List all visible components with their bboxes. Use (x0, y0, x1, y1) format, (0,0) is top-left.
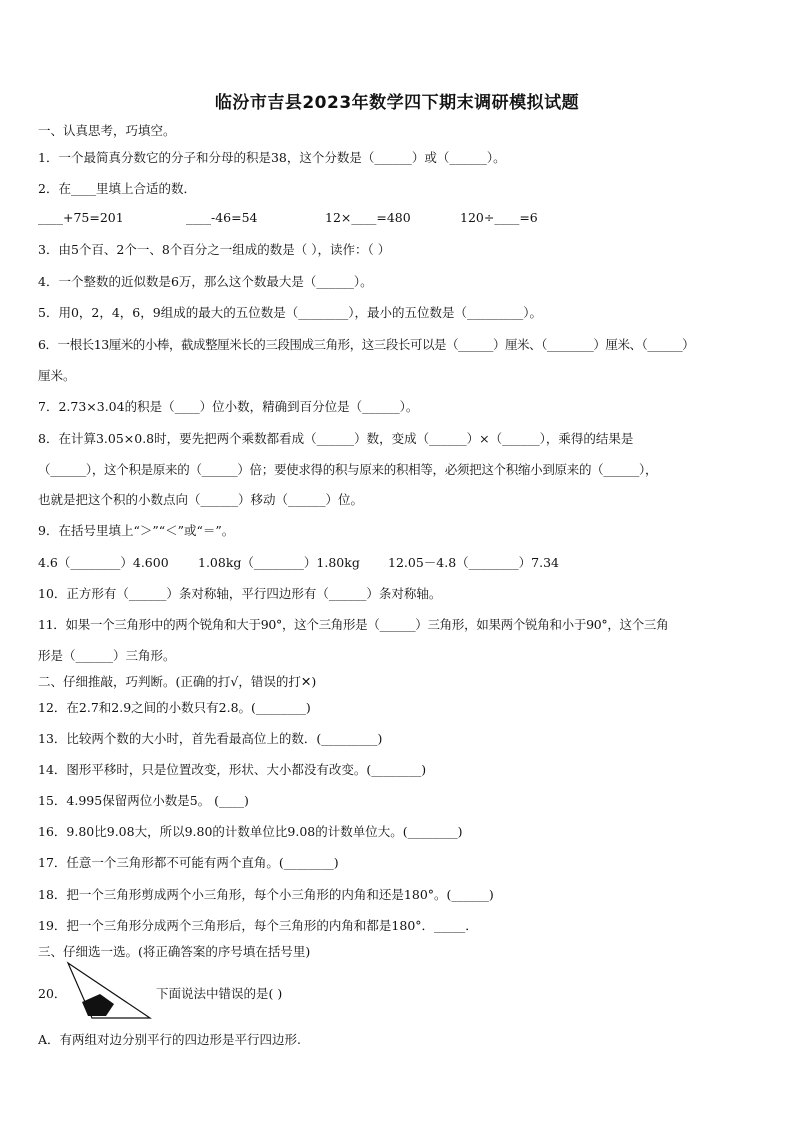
question-4: 4．一个整数的近似数是6万，那么这个数最大是（______）。 (38, 274, 373, 289)
question-2-item-d: 120÷____=6 (460, 210, 538, 225)
section-1-heading: 一、认真思考，巧填空。 (38, 123, 176, 138)
question-6-line-2: 厘米。 (38, 368, 76, 383)
question-9: 9．在括号里填上“＞”“＜”或“＝”。 (38, 523, 235, 538)
question-11-line-2: 形是（______）三角形。 (38, 648, 176, 663)
question-11-line-1: 11．如果一个三角形中的两个锐角和大于90°，这个三角形是（______）三角形，如果两个锐角和小于90°，这个三角 (38, 617, 669, 632)
question-5: 5．用0，2，4，6，9组成的最大的五位数是（________），最小的五位数是（_________）。 (38, 305, 542, 320)
choice-a: A．有两组对边分别平行的四边形是平行四边形. (38, 1032, 302, 1047)
question-12: 12．在2.7和2.9之间的小数只有2.8。(________) (38, 700, 311, 715)
question-14: 14．图形平移时，只是位置改变，形状、大小都没有改变。(________) (38, 762, 427, 777)
page-title: 临汾市吉县2023年数学四下期末调研模拟试题 (214, 93, 580, 113)
section-3-heading: 三、仔细选一选。(将正确答案的序号填在括号里) (38, 944, 311, 959)
question-8-line-3: 也就是把这个积的小数点向（______）移动（______）位。 (38, 492, 364, 507)
question-9-item-b: 1.08kg（________）1.80kg (198, 555, 360, 570)
question-1: 1．一个最简真分数它的分子和分母的积是38，这个分数是（______）或（______）。 (38, 150, 506, 165)
question-2-item-c: 12×____=480 (325, 210, 411, 225)
question-16: 16．9.80比9.08大，所以9.80的计数单位比9.08的计数单位大。(________) (38, 824, 463, 839)
question-6-line-1: 6．一根长13厘米的小棒，截成整厘米长的三段围成三角形，这三段长可以是（______）厘米、（________）厘米、（______） (38, 337, 695, 352)
question-2: 2．在____里填上合适的数． (38, 181, 196, 196)
question-17: 17．任意一个三角形都不可能有两个直角。(________) (38, 855, 339, 870)
triangle-figure (62, 960, 152, 1020)
question-10: 10．正方形有（______）条对称轴，平行四边形有（______）条对称轴。 (38, 586, 442, 601)
question-8-line-1: 8．在计算3.05×0.8时，要先把两个乘数都看成（______）数，变成（______）×（______），乘得的结果是 (38, 431, 634, 446)
question-20: 下面说法中错误的是( ) (156, 986, 283, 1001)
question-9-item-a: 4.6（________）4.600 (38, 555, 169, 570)
question-2-item-a: ____+75=201 (38, 210, 124, 225)
question-19: 19．把一个三角形分成两个三角形后，每个三角形的内角和都是180°．_____． (38, 918, 478, 933)
question-9-item-c: 12.05－4.8（________）7.34 (388, 555, 559, 570)
question-7: 7．2.73×3.04的积是（____）位小数，精确到百分位是（______）。 (38, 399, 419, 414)
question-2-item-b: ____-46=54 (186, 210, 258, 225)
question-3: 3．由5个百、2个一、8个百分之一组成的数是（ ），读作：（ ） (38, 242, 391, 257)
black-quadrilateral-shape (82, 994, 114, 1016)
question-8-line-2: （______），这个积是原来的（______）倍；要使求得的积与原来的积相等，必须把这个积缩小到原来的（______）， (38, 462, 658, 477)
section-2-heading: 二、仔细推敲，巧判断。(正确的打√，错误的打✕) (38, 674, 317, 689)
question-20-number: 20． (38, 986, 67, 1001)
question-18: 18．把一个三角形剪成两个小三角形，每个小三角形的内角和还是180°。(______) (38, 887, 494, 902)
question-15: 15．4.995保留两位小数是5。 (____) (38, 793, 249, 808)
question-13: 13．比较两个数的大小时，首先看最高位上的数．(_________) (38, 731, 383, 746)
